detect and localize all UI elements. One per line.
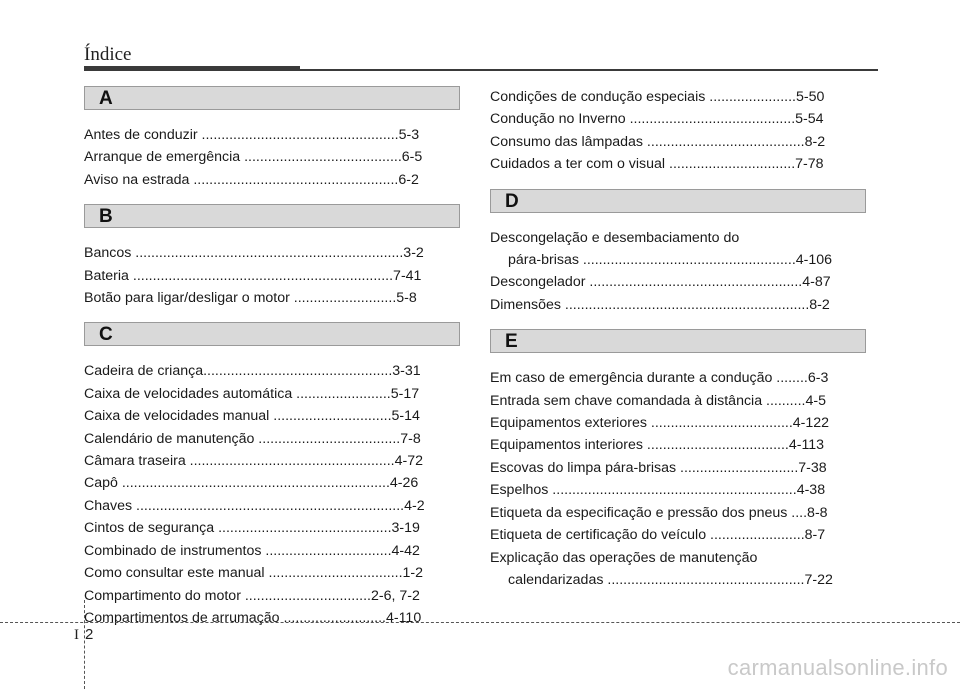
index-column-right [490, 86, 866, 591]
section-header-d [490, 189, 866, 213]
index-entry[interactable]: Etiqueta de certificação do veículo ........................8-7 [490, 527, 826, 544]
page-number [74, 626, 93, 644]
watermark: carmanualsonline.info [727, 655, 948, 680]
header-rule [300, 69, 878, 71]
index-entry[interactable]: Etiqueta da especificação e pressão dos pneus ....8-8 [490, 504, 828, 521]
index-entry[interactable]: Antes de conduzir ..................................................5-3 [84, 127, 420, 143]
index-entry[interactable]: Espelhos ..............................................................4-38 [490, 482, 826, 499]
page-title: Índice [84, 44, 132, 65]
footer-rule [0, 622, 960, 623]
index-column-left [84, 86, 460, 629]
section-letter: E [505, 331, 518, 353]
index-entry[interactable]: Câmara traseira ....................................................4-72 [84, 453, 424, 470]
section-header-c [84, 322, 460, 346]
section-header-b [84, 204, 460, 228]
index-entry[interactable]: Botão para ligar/desligar o motor ..........................5-8 [84, 290, 417, 307]
index-entry[interactable]: Como consultar este manual ..................................1-2 [84, 565, 424, 582]
section-letter: D [505, 190, 519, 212]
index-entry[interactable]: Compartimento do motor ................................2-6, 7-2 [84, 587, 420, 604]
index-entry[interactable]: Capô ....................................................................4-26 [84, 475, 419, 492]
index-entry[interactable]: Condições de condução especiais ......................5-50 [490, 89, 825, 105]
index-entry[interactable]: Arranque de emergência ........................................6-5 [84, 149, 423, 166]
index-entry[interactable]: Calendário de manutenção ....................................7-8 [84, 430, 421, 447]
index-entry[interactable]: Dimensões ..............................................................8-2 [490, 296, 830, 313]
page-number-value: 2 [85, 626, 94, 643]
section-roman: I [74, 627, 79, 643]
index-entry[interactable]: Bancos ....................................................................3-2 [84, 245, 424, 262]
index-entry[interactable]: Explicação das operações de manutenção [490, 549, 758, 566]
footer-vertical-rule [84, 600, 85, 689]
index-entry[interactable]: Cuidados a ter com o visual ................................7-78 [490, 156, 824, 173]
index-entry[interactable]: Em caso de emergência durante a condução ........6-3 [490, 370, 829, 387]
index-entry[interactable]: Equipamentos interiores ....................................4-113 [490, 437, 825, 454]
index-entry[interactable]: Bateria ..................................................................7-41 [84, 267, 422, 284]
index-entry[interactable]: Cadeira de criança................................................3-31 [84, 363, 421, 380]
index-entry[interactable]: Caixa de velocidades manual ..............................5-14 [84, 408, 420, 425]
index-entry[interactable]: Consumo das lâmpadas ........................................8-2 [490, 133, 826, 150]
section-letter: B [99, 206, 113, 228]
index-entry-continuation[interactable]: pára-brisas ......................................................4-106 [508, 252, 833, 269]
index-entry[interactable]: Descongelador ......................................................4-87 [490, 274, 831, 291]
section-header-e [490, 329, 866, 353]
index-entry[interactable]: Condução no Inverno ..........................................5-54 [490, 111, 824, 128]
index-entry[interactable]: Descongelação e desembaciamento do [490, 229, 740, 246]
index-entry[interactable]: Aviso na estrada ....................................................6-2 [84, 171, 419, 188]
index-entry[interactable]: Escovas do limpa pára-brisas ..............................7-38 [490, 459, 827, 476]
index-entry[interactable]: Compartimentos de arrumação ..........................4-110 [84, 609, 422, 626]
index-entry[interactable]: Cintos de segurança ............................................3-19 [84, 520, 420, 537]
section-letter: A [99, 88, 113, 109]
index-entry[interactable]: Combinado de instrumentos ................................4-42 [84, 542, 420, 559]
header-bar [84, 66, 300, 71]
section-letter: C [99, 324, 113, 346]
index-entry[interactable]: Entrada sem chave comandada à distância ..........4-5 [490, 392, 826, 409]
index-entry[interactable]: Caixa de velocidades automática ........................5-17 [84, 385, 420, 402]
index-entry-continuation[interactable]: calendarizadas ..................................................7-22 [508, 571, 833, 588]
index-entry[interactable]: Chaves ....................................................................4-2 [84, 497, 425, 514]
index-entry[interactable]: Equipamentos exteriores ....................................4-122 [490, 415, 830, 432]
section-header-a [84, 86, 460, 110]
